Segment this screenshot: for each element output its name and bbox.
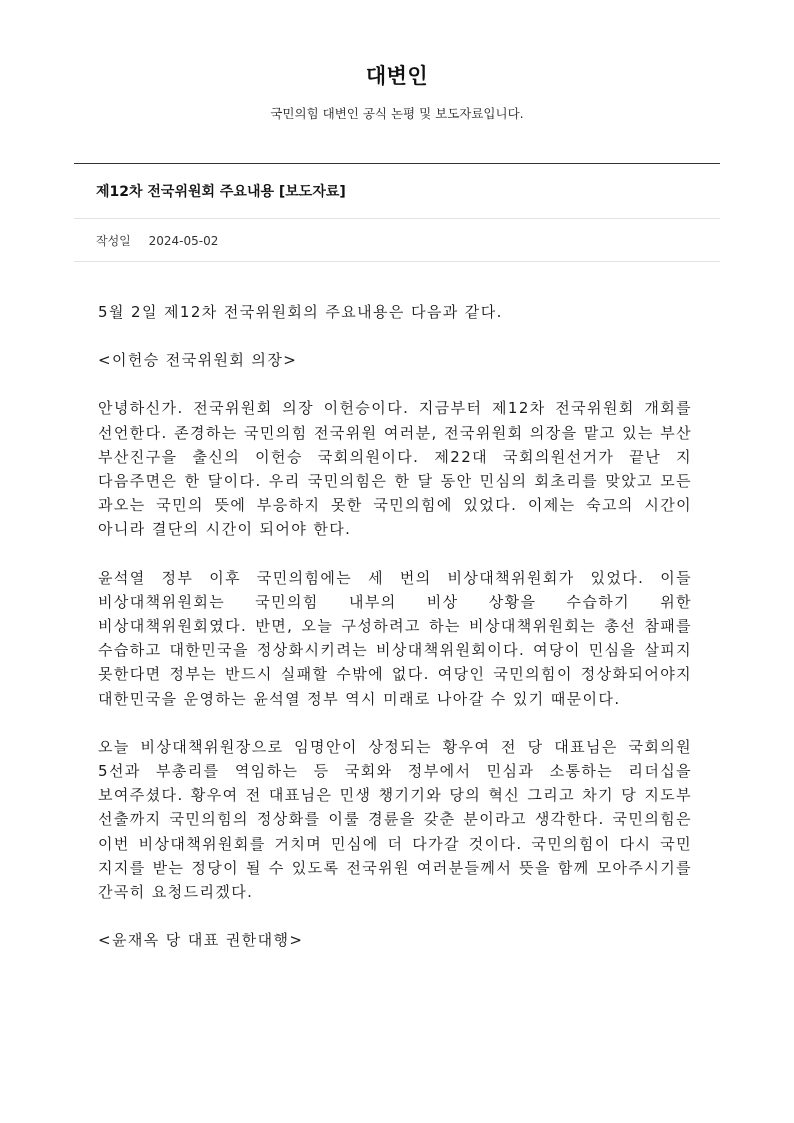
site-subtitle: 국민의힘 대변인 공식 논평 및 보도자료입니다. (270, 106, 524, 121)
body-paragraph: 5월 2일 제12차 전국위원회의 주요내용은 다음과 같다. (98, 303, 503, 321)
speaker-heading: <이헌승 전국위원회 의장> (98, 351, 298, 370)
post-meta (96, 232, 218, 249)
speaker-heading: <윤재옥 당 대표 권한대행> (98, 931, 304, 950)
header-divider (74, 163, 720, 164)
title-divider (74, 218, 720, 219)
body-paragraph: 안녕하신가. 전국위원회 의장 이헌승이다. 지금부터 제12차 전국위원회 개회를 선언한다. 존경하는 국민의힘 전국위원 여러분, 전국위원회 의장을 맡고 있는 부산 부산진구을 출신의 이헌승 국회의원이다. 제22대 국회의원선거가 끝난 지 다음주면은 한 달이다. 우리 국민의힘은 한 달 동안 민심의 회초리를 맞았고 모든 과오는 국민의 뜻에 부응하지 못한 국민의힘에 있었다. 이제는 숙고의 시간이 아니라 결단의 시간이 되어야 한다. (98, 399, 692, 539)
post-title: 제12차 전국위원회 주요내용 [보도자료] (96, 184, 346, 200)
body-paragraph: 윤석열 정부 이후 국민의힘에는 세 번의 비상대책위원회가 있었다. 이들 비상대책위원회는 국민의힘 내부의 비상 상황을 수습하기 위한 비상대책위원회였다. 반면, 오늘 구성하려고 하는 비상대책위원회는 총선 참패를 수습하고 대한민국을 정상화시키려는 비상대책위원회이다. 여당이 민심을 살피지 못한다면 정부는 반드시 실패할 수밖에 없다. 여당인 국민의힘이 정상화되어야지 대한민국을 운영하는 윤석열 정부 역시 미래로 나아갈 수 있기 때문이다. (98, 568, 692, 708)
date-label: 작성일 (96, 234, 131, 248)
meta-divider (74, 261, 720, 262)
post-body (98, 300, 692, 976)
site-title: 대변인 (365, 64, 429, 88)
body-paragraph: 오늘 비상대책위원장으로 임명안이 상정되는 황우여 전 당 대표님은 국회의원 5선과 부총리를 역임하는 등 국회와 정부에서 민심과 소통하는 리더십을 보여주셨다. 황우여 전 대표님은 민생 챙기기와 당의 혁신 그리고 차기 당 지도부 선출까지 국민의힘의 정상화를 이룰 경륜을 갖춘 분이라고 생각한다. 국민의힘은 이번 비상대책위원회를 거치며 민심에 더 다가갈 것이다. 국민의힘이 다시 국민 지지를 받는 정당이 될 수 있도록 전국위원 여러분들께서 뜻을 함께 모아주시기를 간곡히 요청드리겠다. (98, 737, 692, 902)
post-date: 2024-05-02 (148, 234, 219, 248)
